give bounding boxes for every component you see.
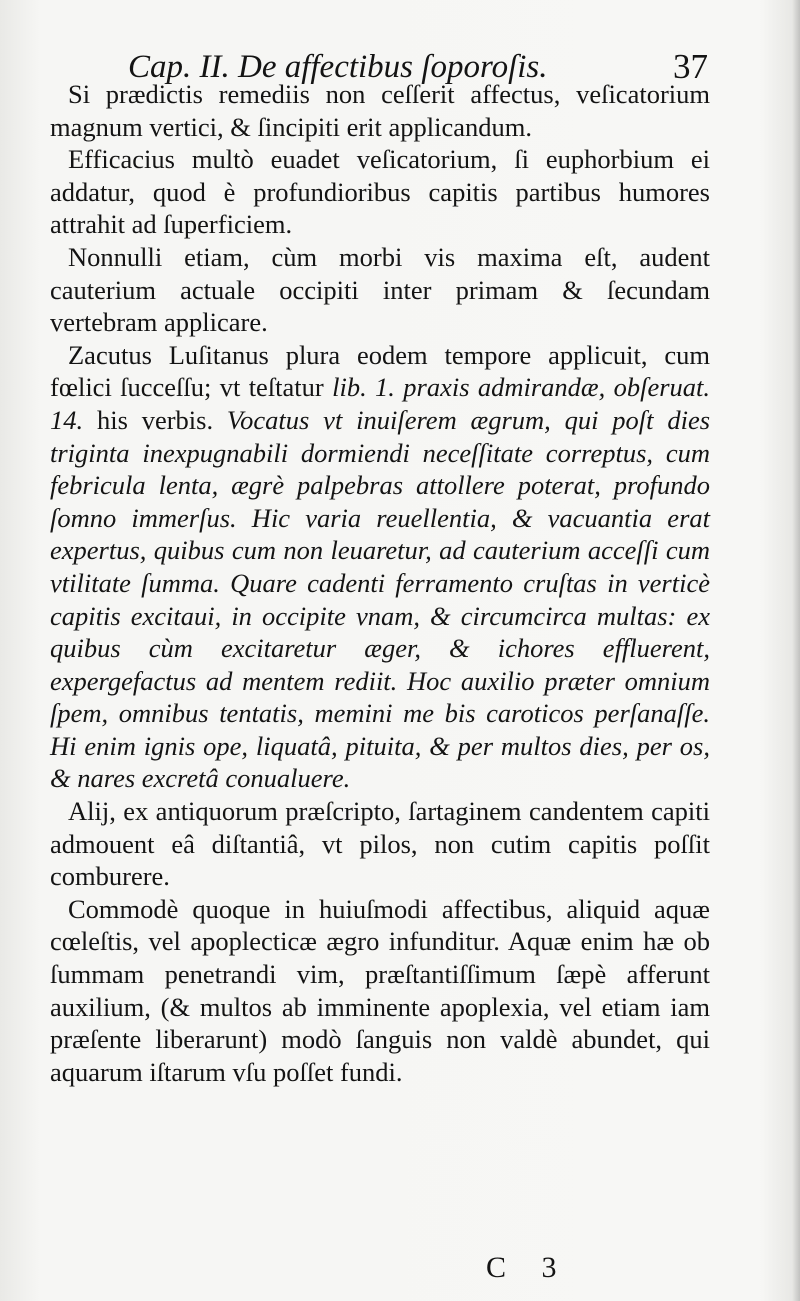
paragraph-1: Si prædictis remediis non ceſſerit affectus, veſicatorium magnum vertici, & ſincipiti erit applicandum. xyxy=(50,79,710,142)
paragraph-6: Commodè quoque in huiuſmodi affectibus, aliquid aquæ cœleſtis, vel apoplecticæ ægro infunditur. Aquæ enim hæ ob ſummam penetrandi vim, præſtantiſſimum ſæpè afferunt auxilium, (& multos ab imminente apoplexia, vel etiam iam præſente liberarunt) modò ſanguis non valdè abundet, qui aquarum iſtarum vſu poſſet fundi. xyxy=(50,893,710,1087)
quotation: Vocatus vt inuiſerem ægrum, qui poſt dies triginta inexpugnabili dormiendi neceſſitate correptus, cum febricula lenta, ægrè palpebras attollere poterat, profundo ſomno immerſus. Hic varia reuellentia, & vacuantia erat expertus, quibus cum non leuaretur, ad cauterium acceſſi cum vtilitate ſumma. Quare cadenti ferramento cruſtas in verticè capitis excitaui, in occipite vnam, & circumcirca multas: ex quibus cùm excitaretur æger, & ichores effluerent, expergefactus ad mentem rediit. Hoc auxilio præter omnium ſpem, omnibus tentatis, memini me bis caroticos perſanaſſe. Hi enim ignis ope, liquatâ, pituita, & per multos dies, per os, & nares excretâ conualuere. xyxy=(50,404,711,794)
signature-mark: C 3 xyxy=(486,1251,571,1284)
paragraph-3: Nonnulli etiam, cùm morbi vis maxima eſt, audent cauterium actuale occipiti inter primam & ſecundam vertebram applicare. xyxy=(50,241,710,338)
page-edge-shadow xyxy=(792,0,800,1301)
paragraph-4-intro: Zacutus Luſitanus plura eodem tempore applicuit, cum fœlici ſucceſſu; vt teſtatur xyxy=(50,339,710,403)
paragraph-5: Alij, ex antiquorum præſcripto, ſartaginem candentem capiti admouent eâ diſtantiâ, vt pilos, non cutim capitis poſſit comburere. xyxy=(50,796,710,892)
paragraph-2: Efficacius multò euadet veſicatorium, ſi euphorbium ei addatur, quod è profundioribus capitis partibus humores attrahit ad ſuperficiem. xyxy=(50,144,710,240)
running-title: Cap. II. De affectibus ſoporoſis. xyxy=(128,49,548,85)
body-text xyxy=(50,78,710,1088)
paragraph-4 xyxy=(50,339,710,795)
page-number: 37 xyxy=(673,47,708,86)
citation-reference: lib. 1. praxis admirandæ, obſeruat. 14. xyxy=(50,372,711,435)
paragraph-4-lead: his verbis. xyxy=(96,404,214,435)
